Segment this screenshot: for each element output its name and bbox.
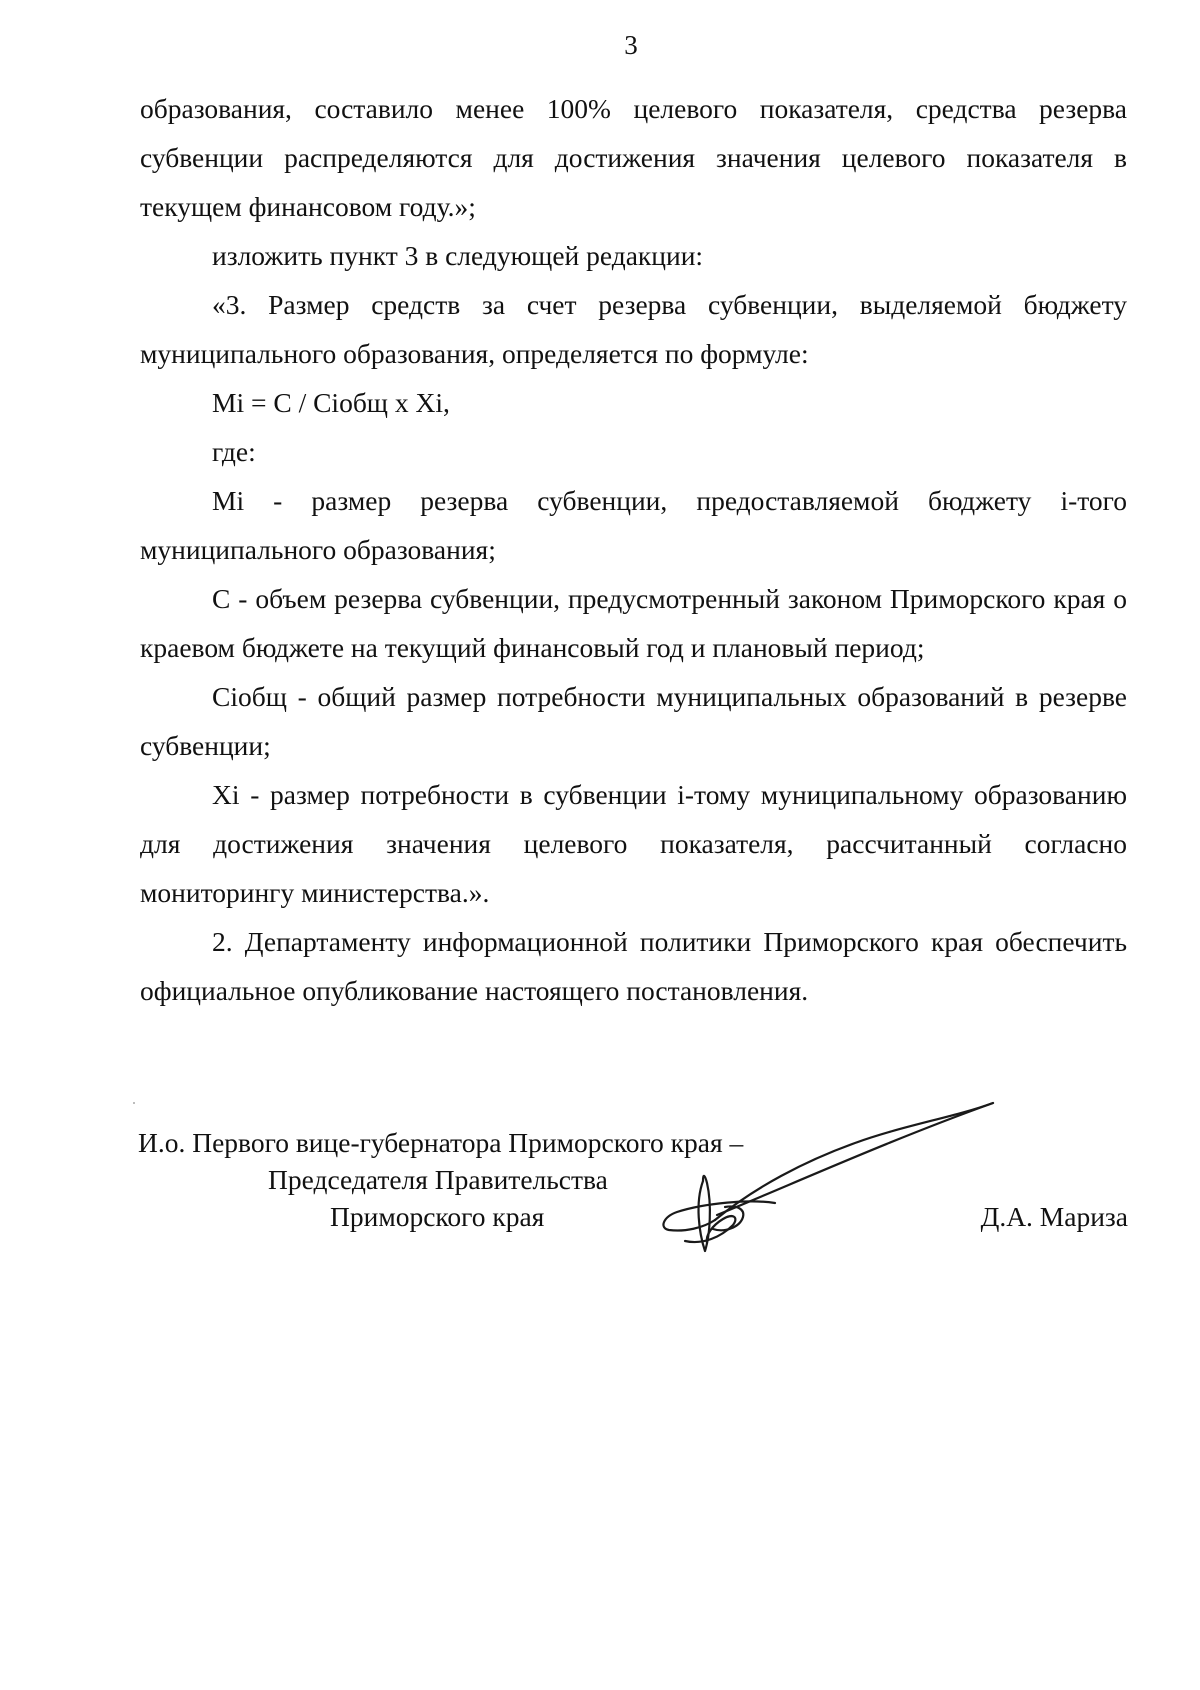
signatory-title-line-1: И.о. Первого вице-губернатора Приморского края – xyxy=(138,1127,744,1158)
paragraph-amend-item-3: изложить пункт 3 в следующей редакции: xyxy=(212,240,704,271)
where-label: где: xyxy=(212,436,256,467)
paragraph-item-2-publication: 2. Департаменту информационной политики Приморского края обеспечить официальное опубликование настоящего постановления. xyxy=(140,926,1127,1006)
signatory-title-line-3: Приморского края xyxy=(330,1201,545,1232)
definition-c: C - объем резерва субвенции, предусмотренный законом Приморского края о краевом бюджете на текущий финансовый год и плановый период; xyxy=(140,583,1127,663)
paragraph-continuation: образования, составило менее 100% целевого показателя, средства резерва субвенции распределяются для достижения значения целевого показателя в текущем финансовом году.»; xyxy=(140,93,1127,222)
page-number: 3 xyxy=(624,30,638,60)
signatory-title-line-2: Председателя Правительства xyxy=(268,1164,608,1195)
formula-line: Mi = C / Ciобщ x Xi, xyxy=(212,387,450,418)
paragraph-item-3-size: «3. Размер средств за счет резерва субвенции, выделяемой бюджету муниципального образования, определяется по формуле: xyxy=(140,289,1127,369)
definition-xi: Xi - размер потребности в субвенции i-тому муниципальному образованию для достижения значения целевого показателя, рассчитанный согласно мониторингу министерства.». xyxy=(140,779,1127,908)
document-body xyxy=(140,84,1127,1015)
signatory-name: Д.А. Мариза xyxy=(980,1201,1128,1232)
handwritten-signature xyxy=(655,1095,1000,1255)
scan-artifact-dot xyxy=(133,1102,135,1104)
definition-mi: Mi - размер резерва субвенции, предоставляемой бюджету i-того муниципального образования; xyxy=(140,485,1127,565)
definition-ci: Ciобщ - общий размер потребности муниципальных образований в резерве субвенции; xyxy=(140,681,1127,761)
